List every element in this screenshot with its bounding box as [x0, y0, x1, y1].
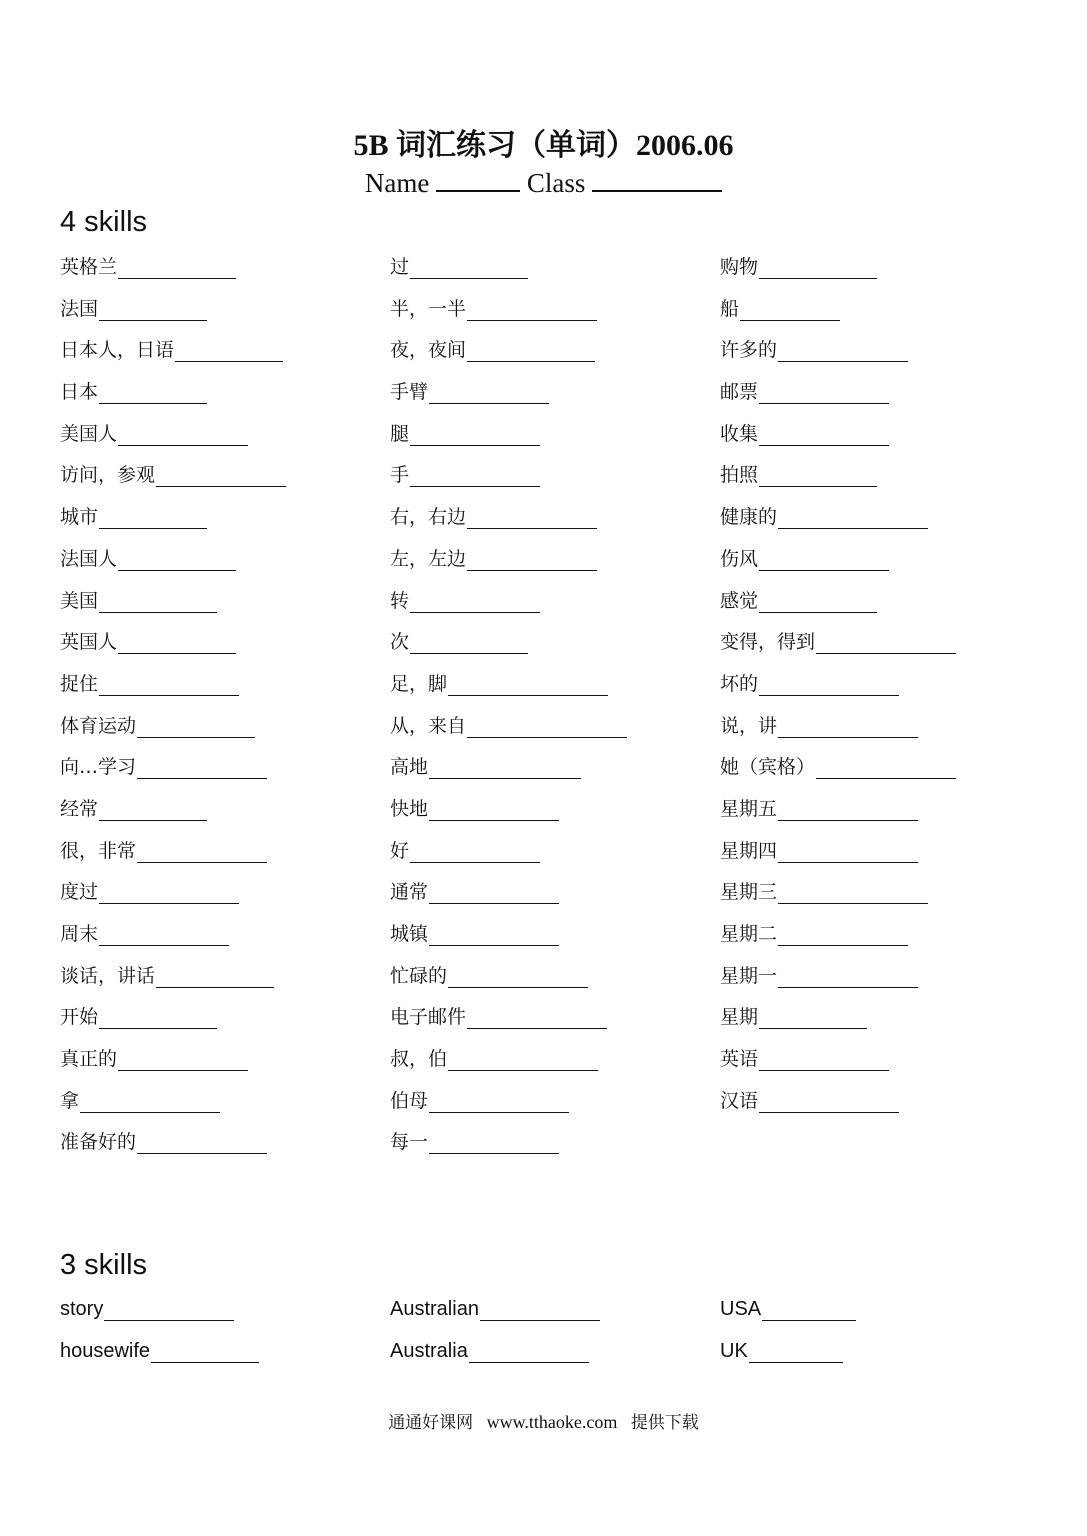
- vocab-item: [720, 880, 1050, 904]
- vocab-item: [390, 1005, 720, 1029]
- vocab-prompt: 城市: [60, 506, 99, 529]
- answer-blank[interactable]: [429, 385, 549, 404]
- vocab-item: [390, 672, 720, 696]
- vocab-item: [60, 589, 390, 613]
- vocab-grid-4-skills: [60, 255, 1050, 1172]
- vocab-prompt: 叔，伯: [390, 1048, 448, 1071]
- answer-blank[interactable]: [118, 260, 236, 279]
- answer-blank[interactable]: [410, 427, 540, 446]
- vocab-prompt: 英格兰: [60, 256, 118, 278]
- vocab-prompt: 手: [390, 464, 410, 487]
- answer-blank[interactable]: [759, 552, 889, 571]
- answer-blank[interactable]: [480, 1302, 600, 1321]
- answer-blank[interactable]: [99, 802, 207, 821]
- answer-blank[interactable]: [118, 552, 236, 571]
- vocab-row: [60, 1047, 1050, 1089]
- vocab-item: [390, 797, 720, 821]
- answer-blank[interactable]: [410, 844, 540, 863]
- vocab-row: [60, 672, 1050, 714]
- vocab-prompt: 捉住: [60, 672, 99, 695]
- vocab-item: [390, 463, 720, 487]
- answer-blank[interactable]: [410, 594, 540, 613]
- vocab-prompt: Australia: [390, 1339, 468, 1362]
- vocab-prompt: 真正的: [60, 1048, 118, 1071]
- vocab-prompt: 变得，得到: [720, 631, 816, 654]
- vocab-item: [720, 630, 1050, 654]
- vocab-item: [390, 880, 720, 904]
- vocab-row: [60, 797, 1050, 839]
- vocab-prompt: 收集: [720, 422, 759, 445]
- vocab-item: [720, 922, 1050, 946]
- answer-blank[interactable]: [137, 1135, 267, 1154]
- vocab-prompt: 星期二: [720, 923, 778, 945]
- answer-blank[interactable]: [429, 760, 581, 779]
- vocab-item: [390, 338, 720, 362]
- answer-blank[interactable]: [759, 677, 899, 696]
- answer-blank[interactable]: [410, 468, 540, 487]
- vocab-item: [60, 1297, 390, 1321]
- vocab-prompt: 拍照: [720, 464, 759, 487]
- vocab-row: [60, 755, 1050, 797]
- vocab-prompt: 好: [390, 839, 410, 862]
- answer-blank[interactable]: [156, 969, 274, 988]
- answer-blank[interactable]: [467, 302, 597, 321]
- vocab-prompt: 说，讲: [720, 714, 778, 737]
- answer-blank[interactable]: [759, 468, 877, 487]
- vocab-prompt: 拿: [60, 1089, 80, 1112]
- vocab-item: [720, 463, 1050, 487]
- vocab-prompt: 日本人，日语: [60, 339, 175, 362]
- vocab-item: [720, 714, 1050, 738]
- name-label: Name: [364, 168, 430, 198]
- vocab-prompt: 日本: [60, 381, 99, 404]
- answer-blank[interactable]: [467, 1010, 607, 1029]
- answer-blank[interactable]: [410, 260, 528, 279]
- answer-blank[interactable]: [118, 635, 236, 654]
- class-label: Class: [526, 168, 586, 198]
- vocab-prompt: 度过: [60, 881, 99, 904]
- answer-blank[interactable]: [99, 1010, 217, 1029]
- vocab-prompt: 手臂: [390, 381, 429, 404]
- vocab-item: [720, 1297, 1050, 1321]
- vocab-item: [720, 338, 1050, 362]
- answer-blank[interactable]: [759, 1052, 889, 1071]
- vocab-item: [60, 380, 390, 404]
- vocab-prompt: 电子邮件: [390, 1006, 467, 1029]
- vocab-prompt: Australian: [390, 1298, 479, 1320]
- vocab-item: [390, 422, 720, 446]
- vocab-prompt: 坏的: [720, 672, 759, 695]
- vocab-item: [60, 797, 390, 821]
- vocab-item: [60, 880, 390, 904]
- vocab-row: [60, 589, 1050, 631]
- vocab-row: [60, 1339, 1050, 1381]
- answer-blank[interactable]: [778, 802, 918, 821]
- vocab-prompt: 伯母: [390, 1089, 429, 1112]
- vocab-item: [60, 964, 390, 988]
- vocab-item: [390, 1130, 720, 1154]
- footer-url[interactable]: www.tthaoke.com: [486, 1412, 618, 1432]
- vocab-prompt: 星期四: [720, 839, 778, 862]
- vocab-item: [60, 338, 390, 362]
- vocab-prompt: 伤风: [720, 547, 759, 570]
- name-blank[interactable]: [436, 170, 520, 192]
- vocab-row: [60, 338, 1050, 380]
- vocab-row: [60, 547, 1050, 589]
- vocab-prompt: 谈话，讲话: [60, 964, 156, 987]
- footer: [0, 1408, 1087, 1433]
- answer-blank[interactable]: [448, 677, 608, 696]
- answer-blank[interactable]: [175, 343, 283, 362]
- answer-blank[interactable]: [749, 1344, 843, 1363]
- answer-blank[interactable]: [759, 385, 889, 404]
- vocab-item: [390, 547, 720, 571]
- vocab-prompt: 体育运动: [60, 714, 137, 737]
- answer-blank[interactable]: [429, 1094, 569, 1113]
- vocab-item: [60, 1089, 390, 1113]
- vocab-item: [720, 839, 1050, 863]
- vocab-item: [720, 589, 1050, 613]
- vocab-item: [720, 755, 1050, 779]
- answer-blank[interactable]: [99, 885, 239, 904]
- vocab-prompt: 邮票: [720, 381, 759, 404]
- vocab-item: [60, 839, 390, 863]
- answer-blank[interactable]: [467, 719, 627, 738]
- answer-blank[interactable]: [778, 969, 918, 988]
- vocab-item: [60, 1005, 390, 1029]
- vocab-item: [720, 672, 1050, 696]
- vocab-prompt: 准备好的: [60, 1131, 137, 1154]
- answer-blank[interactable]: [99, 385, 207, 404]
- vocab-item: [720, 547, 1050, 571]
- vocab-prompt: 美国人: [60, 422, 118, 445]
- vocab-prompt: 很，非常: [60, 839, 137, 862]
- vocab-item: [720, 422, 1050, 446]
- vocab-prompt: 星期五: [720, 797, 778, 820]
- vocab-prompt: 汉语: [720, 1089, 759, 1112]
- vocab-row: [60, 422, 1050, 464]
- answer-blank[interactable]: [99, 677, 239, 696]
- vocab-item: [720, 255, 1050, 279]
- vocab-item: [60, 1047, 390, 1071]
- vocab-row: [60, 1130, 1050, 1172]
- vocab-row: [60, 630, 1050, 672]
- vocab-item: [720, 1005, 1050, 1029]
- vocab-row: [60, 964, 1050, 1006]
- vocab-item: [720, 505, 1050, 529]
- vocab-prompt: 转: [390, 589, 410, 612]
- vocab-row: [60, 505, 1050, 547]
- vocab-prompt: 星期三: [720, 881, 778, 904]
- vocab-grid-3-skills: [60, 1297, 1050, 1380]
- vocab-row: [60, 463, 1050, 505]
- answer-blank[interactable]: [448, 969, 588, 988]
- vocab-row: [60, 880, 1050, 922]
- name-class-line: [0, 168, 1087, 199]
- vocab-prompt: 她（宾格）: [720, 756, 816, 779]
- vocab-item: [60, 463, 390, 487]
- vocab-item: [720, 1047, 1050, 1071]
- answer-blank[interactable]: [429, 885, 559, 904]
- answer-blank[interactable]: [816, 760, 956, 779]
- vocab-item: [60, 755, 390, 779]
- vocab-item: [720, 380, 1050, 404]
- vocab-item: [60, 297, 390, 321]
- vocab-row: [60, 1005, 1050, 1047]
- vocab-item: [390, 589, 720, 613]
- vocab-item: [720, 1089, 1050, 1113]
- vocab-item: [720, 1339, 1050, 1363]
- vocab-prompt: 向…学习: [60, 756, 137, 779]
- answer-blank[interactable]: [99, 594, 217, 613]
- answer-blank[interactable]: [104, 1302, 234, 1321]
- answer-blank[interactable]: [137, 760, 267, 779]
- vocab-prompt: 左，左边: [390, 547, 467, 570]
- section-heading-3-skills: 3 skills: [60, 1249, 148, 1281]
- answer-blank[interactable]: [759, 1094, 899, 1113]
- vocab-row: [60, 380, 1050, 422]
- answer-blank[interactable]: [410, 635, 528, 654]
- vocab-prompt: 开始: [60, 1006, 99, 1029]
- vocab-prompt: 健康的: [720, 506, 778, 529]
- answer-blank[interactable]: [118, 1052, 248, 1071]
- vocab-item: [390, 1047, 720, 1071]
- answer-blank[interactable]: [759, 1010, 867, 1029]
- vocab-prompt: 美国: [60, 589, 99, 612]
- vocab-item: [390, 297, 720, 321]
- vocab-item: [720, 1130, 1050, 1154]
- vocab-item: [390, 755, 720, 779]
- page-title: 5B 词汇练习（单词）2006.06: [353, 129, 734, 162]
- vocab-prompt: 半，一半: [390, 297, 467, 320]
- vocab-prompt: 购物: [720, 256, 759, 278]
- answer-blank[interactable]: [778, 719, 918, 738]
- vocab-prompt: housewife: [60, 1339, 151, 1362]
- vocab-prompt: USA: [720, 1298, 762, 1320]
- vocab-prompt: 从，来自: [390, 714, 467, 737]
- answer-blank[interactable]: [467, 552, 597, 571]
- answer-blank[interactable]: [759, 427, 889, 446]
- vocab-item: [60, 922, 390, 946]
- vocab-row: [60, 714, 1050, 756]
- answer-blank[interactable]: [137, 719, 255, 738]
- vocab-row: [60, 922, 1050, 964]
- answer-blank[interactable]: [151, 1344, 259, 1363]
- vocab-prompt: 过: [390, 256, 410, 278]
- answer-blank[interactable]: [80, 1094, 220, 1113]
- answer-blank[interactable]: [429, 802, 559, 821]
- vocab-prompt: 感觉: [720, 589, 759, 612]
- vocab-prompt: 夜，夜间: [390, 339, 467, 362]
- vocab-row: [60, 255, 1050, 297]
- vocab-item: [720, 797, 1050, 821]
- answer-blank[interactable]: [99, 302, 207, 321]
- vocab-prompt: 法国: [60, 297, 99, 320]
- answer-blank[interactable]: [759, 260, 877, 279]
- vocab-item: [60, 422, 390, 446]
- vocab-item: [390, 839, 720, 863]
- vocab-item: [390, 505, 720, 529]
- vocab-prompt: 每一: [390, 1131, 429, 1154]
- answer-blank[interactable]: [778, 844, 918, 863]
- answer-blank[interactable]: [759, 594, 877, 613]
- vocab-prompt: 次: [390, 631, 410, 654]
- vocab-prompt: 星期一: [720, 964, 778, 987]
- vocab-prompt: 访问，参观: [60, 464, 156, 487]
- answer-blank[interactable]: [467, 510, 597, 529]
- vocab-prompt: 腿: [390, 422, 410, 445]
- vocab-prompt: 通常: [390, 881, 429, 904]
- vocab-item: [390, 1089, 720, 1113]
- answer-blank[interactable]: [99, 510, 207, 529]
- answer-blank[interactable]: [778, 885, 928, 904]
- answer-blank[interactable]: [740, 302, 840, 321]
- vocab-prompt: 城镇: [390, 923, 429, 945]
- vocab-prompt: story: [60, 1298, 104, 1320]
- vocab-item: [390, 714, 720, 738]
- vocab-item: [720, 297, 1050, 321]
- vocab-item: [390, 255, 720, 279]
- vocab-item: [60, 672, 390, 696]
- vocab-row: [60, 839, 1050, 881]
- footer-download-note: 提供下载: [630, 1413, 699, 1433]
- answer-blank[interactable]: [467, 343, 595, 362]
- answer-blank[interactable]: [156, 468, 286, 487]
- vocab-prompt: 右，右边: [390, 506, 467, 529]
- vocab-prompt: 星期: [720, 1006, 759, 1029]
- vocab-item: [390, 1339, 720, 1363]
- footer-site-name: 通通好课网: [388, 1413, 474, 1433]
- vocab-prompt: 许多的: [720, 339, 778, 362]
- answer-blank[interactable]: [816, 635, 956, 654]
- vocab-item: [60, 505, 390, 529]
- answer-blank[interactable]: [137, 844, 267, 863]
- answer-blank[interactable]: [99, 927, 229, 946]
- vocab-row: [60, 1297, 1050, 1339]
- class-blank[interactable]: [592, 170, 722, 192]
- vocab-prompt: 英语: [720, 1048, 759, 1071]
- vocab-item: [390, 964, 720, 988]
- vocab-prompt: 英国人: [60, 631, 118, 654]
- vocab-row: [60, 1089, 1050, 1131]
- vocab-prompt: 法国人: [60, 547, 118, 570]
- section-heading-4-skills: 4 skills: [60, 206, 148, 238]
- vocab-item: [720, 964, 1050, 988]
- vocab-item: [390, 922, 720, 946]
- vocab-prompt: 快地: [390, 797, 429, 820]
- vocab-item: [60, 630, 390, 654]
- answer-blank[interactable]: [469, 1344, 589, 1363]
- vocab-item: [60, 714, 390, 738]
- vocab-item: [390, 380, 720, 404]
- vocab-row: [60, 297, 1050, 339]
- vocab-item: [60, 1130, 390, 1154]
- answer-blank[interactable]: [778, 343, 908, 362]
- answer-blank[interactable]: [448, 1052, 598, 1071]
- vocab-item: [390, 630, 720, 654]
- vocab-item: [60, 1339, 390, 1363]
- answer-blank[interactable]: [118, 427, 248, 446]
- answer-blank[interactable]: [762, 1302, 856, 1321]
- vocab-prompt: 忙碌的: [390, 964, 448, 987]
- vocab-item: [60, 255, 390, 279]
- vocab-prompt: 船: [720, 297, 740, 320]
- vocab-prompt: 经常: [60, 797, 99, 820]
- answer-blank[interactable]: [429, 1135, 559, 1154]
- vocab-prompt: UK: [720, 1339, 748, 1362]
- vocab-prompt: 足，脚: [390, 672, 448, 695]
- vocab-prompt: 高地: [390, 756, 429, 779]
- vocab-prompt: 周末: [60, 923, 99, 945]
- answer-blank[interactable]: [429, 927, 559, 946]
- answer-blank[interactable]: [778, 927, 908, 946]
- vocab-item: [390, 1297, 720, 1321]
- vocab-item: [60, 547, 390, 571]
- answer-blank[interactable]: [778, 510, 928, 529]
